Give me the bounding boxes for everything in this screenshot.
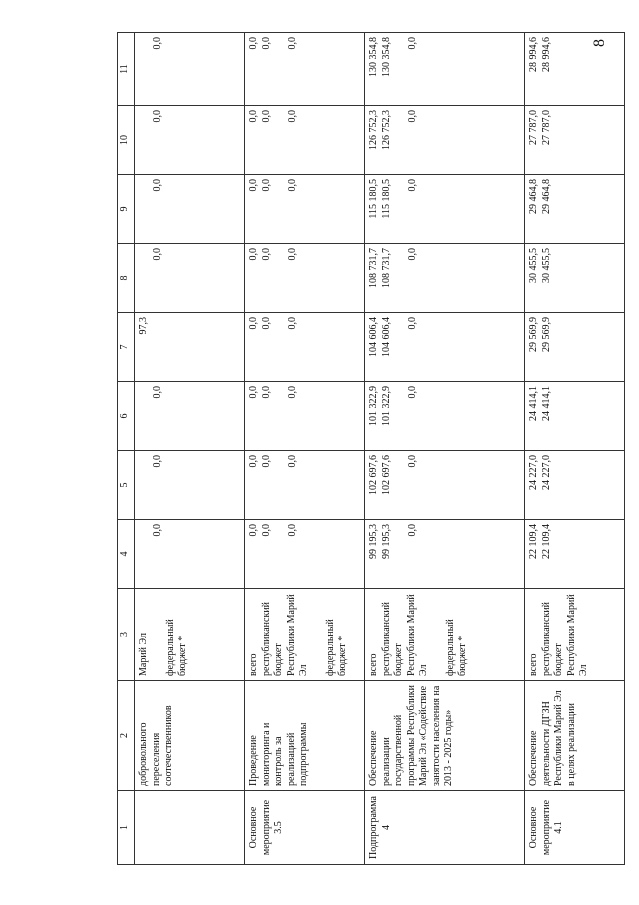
source-label: всего [248, 653, 259, 676]
value-cell: 101 322,9 101 322,9 0,0 [365, 382, 525, 451]
cell-col3 [135, 589, 245, 681]
table-row [365, 33, 525, 865]
col-header: 1 [118, 791, 135, 865]
value-cell: 29 464,8 29 464,8 [525, 175, 625, 244]
col-header: 6 [118, 382, 135, 451]
cell-col2: Проведение мониторинга и контроль за реализацией подпрограммы [245, 681, 365, 791]
value-cell: 28 994,6 28 994,6 [525, 33, 625, 106]
cell-col2: Обеспечение реализации государственной программы Республики Марий Эл «Содействие занятости населения на 2013 - 2025 годы» [365, 681, 525, 791]
value-cell: 102 697,6 102 697,6 0,0 [365, 451, 525, 520]
source-label: республиканский бюджет Республики Марий Эл [540, 594, 589, 676]
cell-col1: Основное мероприятие 3.5 [245, 791, 365, 865]
column-number-row [118, 33, 135, 865]
col-header: 8 [118, 244, 135, 313]
value-cell: 30 455,5 30 455,5 [525, 244, 625, 313]
value-cell: 0,0 0,0 0,0 [245, 175, 365, 244]
value-cell: 0,0 [135, 33, 245, 106]
col-header: 7 [118, 313, 135, 382]
value-cell: 27 787,0 27 787,0 [525, 106, 625, 175]
cell-col1: Основное мероприятие 4.1 [525, 791, 625, 865]
table-row [525, 33, 625, 865]
col-header: 5 [118, 451, 135, 520]
value-cell: 0,0 0,0 0,0 [245, 520, 365, 589]
value-cell: 0,0 [135, 520, 245, 589]
cell-col2: Обеспечение деятельности ДГЗН Республики Марий Эл в целях реализации [525, 681, 625, 791]
value-cell: 99 195,3 99 195,3 0,0 [365, 520, 525, 589]
value-cell: 0,0 [135, 382, 245, 451]
col-header: 10 [118, 106, 135, 175]
value-cell: 126 752,3 126 752,3 0,0 [365, 106, 525, 175]
cell-col2: добровольного переселения соотечественников [135, 681, 245, 791]
value-cell: 0,0 0,0 0,0 [245, 313, 365, 382]
value-cell: 0,0 [135, 175, 245, 244]
value-cell: 29 569,9 29 569,9 [525, 313, 625, 382]
value-cell: 22 109,4 22 109,4 [525, 520, 625, 589]
value-cell: 130 354,8 130 354,8 0,0 [365, 33, 525, 106]
source-label: федеральный бюджет * [324, 619, 348, 676]
value-cell: 0,0 [135, 244, 245, 313]
cell-col1 [135, 791, 245, 865]
value-cell: 108 731,7 108 731,7 0,0 [365, 244, 525, 313]
rotated-table-wrapper [117, 33, 630, 865]
source-label: Марий Эл [138, 633, 149, 676]
value-cell: 97,3 [135, 313, 245, 382]
col-header: 3 [118, 589, 135, 681]
col-header: 4 [118, 520, 135, 589]
col-header: 11 [118, 33, 135, 106]
value-cell: 0,0 0,0 0,0 [245, 382, 365, 451]
source-label: всего [528, 653, 539, 676]
value-cell: 24 414,1 24 414,1 [525, 382, 625, 451]
cell-col3 [245, 589, 365, 681]
value-cell: 0,0 [135, 451, 245, 520]
source-label: республиканский бюджет Республики Марий Эл [260, 594, 309, 676]
value-cell: 0,0 0,0 0,0 [245, 244, 365, 313]
value-cell: 0,0 0,0 0,0 [245, 451, 365, 520]
budget-table [117, 32, 625, 865]
value-cell: 104 606,4 104 606,4 0,0 [365, 313, 525, 382]
source-label: республиканский бюджет Республики Марий Эл [380, 594, 429, 676]
table-row [245, 33, 365, 865]
table-row [135, 33, 245, 865]
source-label: всего [368, 653, 379, 676]
value-cell: 0,0 0,0 0,0 [245, 106, 365, 175]
source-label: федеральный бюджет * [164, 619, 188, 676]
page-number: 8 [591, 39, 608, 47]
cell-col1: Подпрограмма 4 [365, 791, 525, 865]
cell-col3 [525, 589, 625, 681]
value-cell: 115 180,5 115 180,5 0,0 [365, 175, 525, 244]
col-header: 2 [118, 681, 135, 791]
value-cell: 0,0 0,0 0,0 [245, 33, 365, 106]
source-label: федеральный бюджет * [444, 619, 468, 676]
cell-col3 [365, 589, 525, 681]
col-header: 9 [118, 175, 135, 244]
value-cell: 24 227,0 24 227,0 [525, 451, 625, 520]
value-cell: 0,0 [135, 106, 245, 175]
